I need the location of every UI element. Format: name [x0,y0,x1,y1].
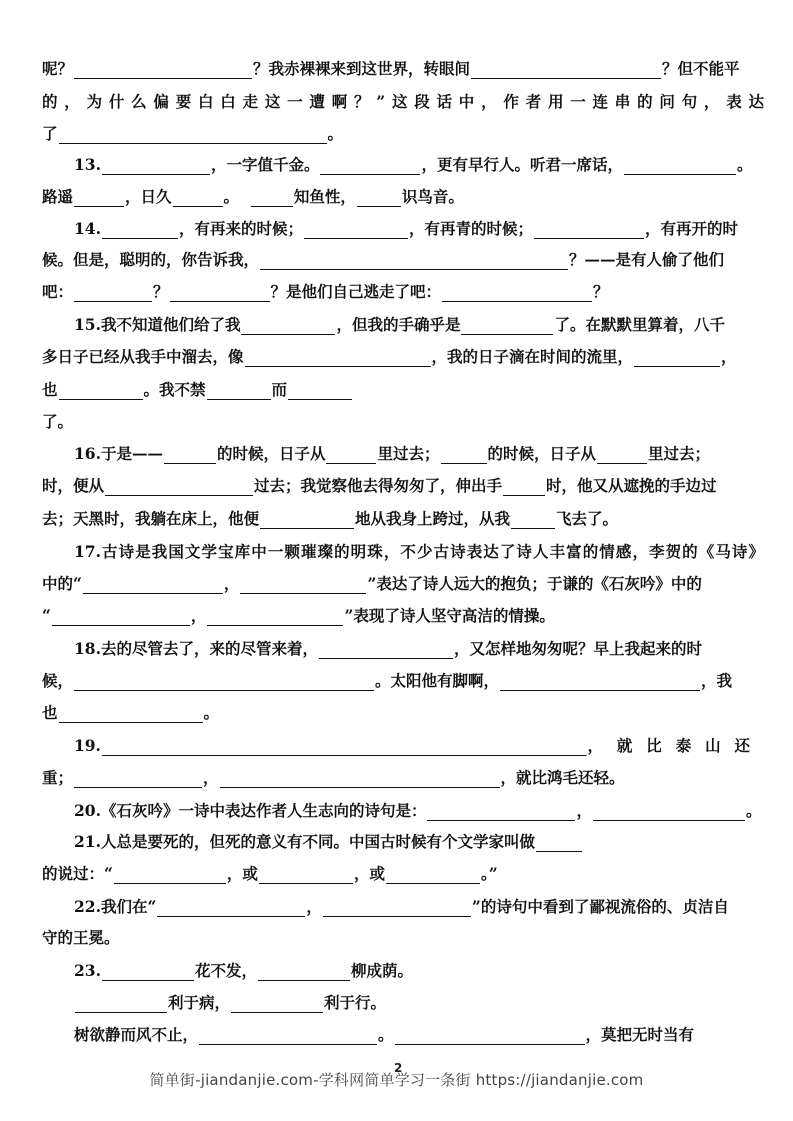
answer-blank[interactable] [52,607,190,626]
answer-blank[interactable] [634,348,720,367]
answer-blank[interactable] [319,640,453,659]
answer-blank[interactable] [74,283,152,302]
answer-blank[interactable] [427,802,575,821]
question-14: 14. ，有再来的时候； ，有再青的时候； ，有再开的时 [74,219,739,238]
question-16: 16.于是—— 的时候，日子从 里过去； 的时候，日子从 里过去； [74,444,711,463]
answer-blank[interactable] [59,381,143,400]
text-line: 中的“ ， ”表达了诗人远大的抱负；于谦的《石灰吟》中的 [42,574,702,593]
answer-blank[interactable] [597,445,647,464]
answer-blank[interactable] [173,188,223,207]
text-line: 的，为什么偏要白白走这一遭啊？”这段话中，作者用一连串的问句，表达 [42,92,764,111]
question-21: 21.人总是要死的，但死的意义有不同。中国古时候有个文学家叫做 [74,825,764,859]
text-line: 去；天黑时，我躺在床上，他便 地从我身上跨过，从我 飞去了。 [42,509,619,528]
text-line: 时，便从 过去；我觉察他去得匆匆了，伸出手 时，他又从遮挽的手边过 [42,476,717,495]
answer-blank[interactable] [251,188,293,207]
text-line: 利于病， 利于行。 [74,986,764,1020]
answer-blank[interactable] [442,283,592,302]
text-line: 的说过：“ ，或 ，或 。” [42,864,498,883]
answer-blank[interactable] [536,833,582,852]
question-23: 23. 花不发， 柳成荫。 [74,961,413,980]
text-line: 也 。 [42,703,220,722]
text-line: “ ， ”表现了诗人坚守高洁的情操。 [42,606,555,625]
answer-blank[interactable] [164,445,216,464]
answer-blank[interactable] [323,898,471,917]
answer-blank[interactable] [83,575,223,594]
answer-blank[interactable] [74,672,374,691]
answer-blank[interactable] [258,962,350,981]
text-line: 守的王冕。 [42,928,120,947]
answer-blank[interactable] [395,1026,585,1045]
answer-blank[interactable] [170,283,270,302]
text-line: 路遥 ，日久 。 知鱼性， 识鸟音。 [42,187,464,206]
answer-blank[interactable] [220,769,500,788]
text-line: 树欲静而风不止， 。 ，莫把无时当有 [74,1025,695,1044]
answer-blank[interactable] [102,156,210,175]
question-18: 18.去的尽管去了，来的尽管来着， ，又怎样地匆匆呢？早上我起来的时 [74,639,702,658]
answer-blank[interactable] [471,60,661,79]
answer-blank[interactable] [500,672,700,691]
answer-blank[interactable] [503,477,545,496]
answer-blank[interactable] [59,125,327,144]
page-number: 2 [394,1061,403,1075]
answer-blank[interactable] [441,445,487,464]
text-line: 候， 。太阳他有脚啊， ，我 [42,671,733,690]
text-line: 重； ， ，就比鸿毛还轻。 [42,768,625,787]
answer-blank[interactable] [320,156,420,175]
answer-blank[interactable] [534,220,644,239]
answer-blank[interactable] [102,220,178,239]
answer-blank[interactable] [386,865,480,884]
answer-blank[interactable] [102,737,587,756]
answer-blank[interactable] [461,316,553,335]
answer-blank[interactable] [593,802,745,821]
answer-blank[interactable] [157,898,305,917]
text-line: 了 。 [42,124,344,143]
footer-watermark: 简单街-jiandanjie.com-学科网简单学习一条街 https://jiandanjie.com [149,1071,644,1089]
answer-blank[interactable] [259,865,353,884]
answer-blank[interactable] [288,381,352,400]
answer-blank[interactable] [231,994,323,1013]
answer-blank[interactable] [245,348,431,367]
answer-blank[interactable] [326,445,376,464]
answer-blank[interactable] [102,962,194,981]
text-line: 呢？ ？我赤裸裸来到这世界，转眼间 ？但不能平 [42,59,740,78]
question-13: 13. ，一字值千金。 ，更有早行人。听君一席话， 。 [74,155,753,174]
answer-blank[interactable] [260,510,354,529]
answer-blank[interactable] [304,220,408,239]
answer-blank[interactable] [241,316,335,335]
answer-blank[interactable] [260,251,568,270]
answer-blank[interactable] [207,381,271,400]
text-line: 了。 [42,412,74,431]
answer-blank[interactable] [624,156,736,175]
answer-blank[interactable] [59,704,203,723]
text-line: 吧： ？ ？是他们自己逃走了吧： ？ [42,282,609,301]
question-15: 15.我不知道他们给了我 ，但我的手确乎是 了。在默默里算着，八千 [74,315,725,334]
question-17: 17.古诗是我国文学宝库中一颗璀璨的明珠，不少古诗表达了诗人丰富的情感，李贺的《马诗》 [74,542,764,561]
question-19: 19. ，就比泰山还 [74,736,764,755]
text-line: 候。但是，聪明的，你告诉我， ？——是有人偷了他们 [42,250,725,269]
text-line: 也 。我不禁 而 [42,373,764,407]
answer-blank[interactable] [74,769,202,788]
answer-blank[interactable] [199,1026,377,1045]
answer-blank[interactable] [114,865,226,884]
answer-blank[interactable] [74,188,124,207]
answer-blank[interactable] [511,510,555,529]
answer-blank[interactable] [207,607,343,626]
answer-blank[interactable] [75,994,167,1013]
question-22: 22.我们在“ ， ”的诗句中看到了鄙视流俗的、贞洁自 [74,897,729,916]
text-line: 多日子已经从我手中溜去，像 ，我的日子滴在时间的流里， ， [42,347,737,366]
answer-blank[interactable] [357,188,401,207]
answer-blank[interactable] [105,477,253,496]
question-20: 20.《石灰吟》一诗中表达作者人生志向的诗句是： ， 。 [74,801,762,820]
answer-blank[interactable] [240,575,366,594]
answer-blank[interactable] [74,60,252,79]
